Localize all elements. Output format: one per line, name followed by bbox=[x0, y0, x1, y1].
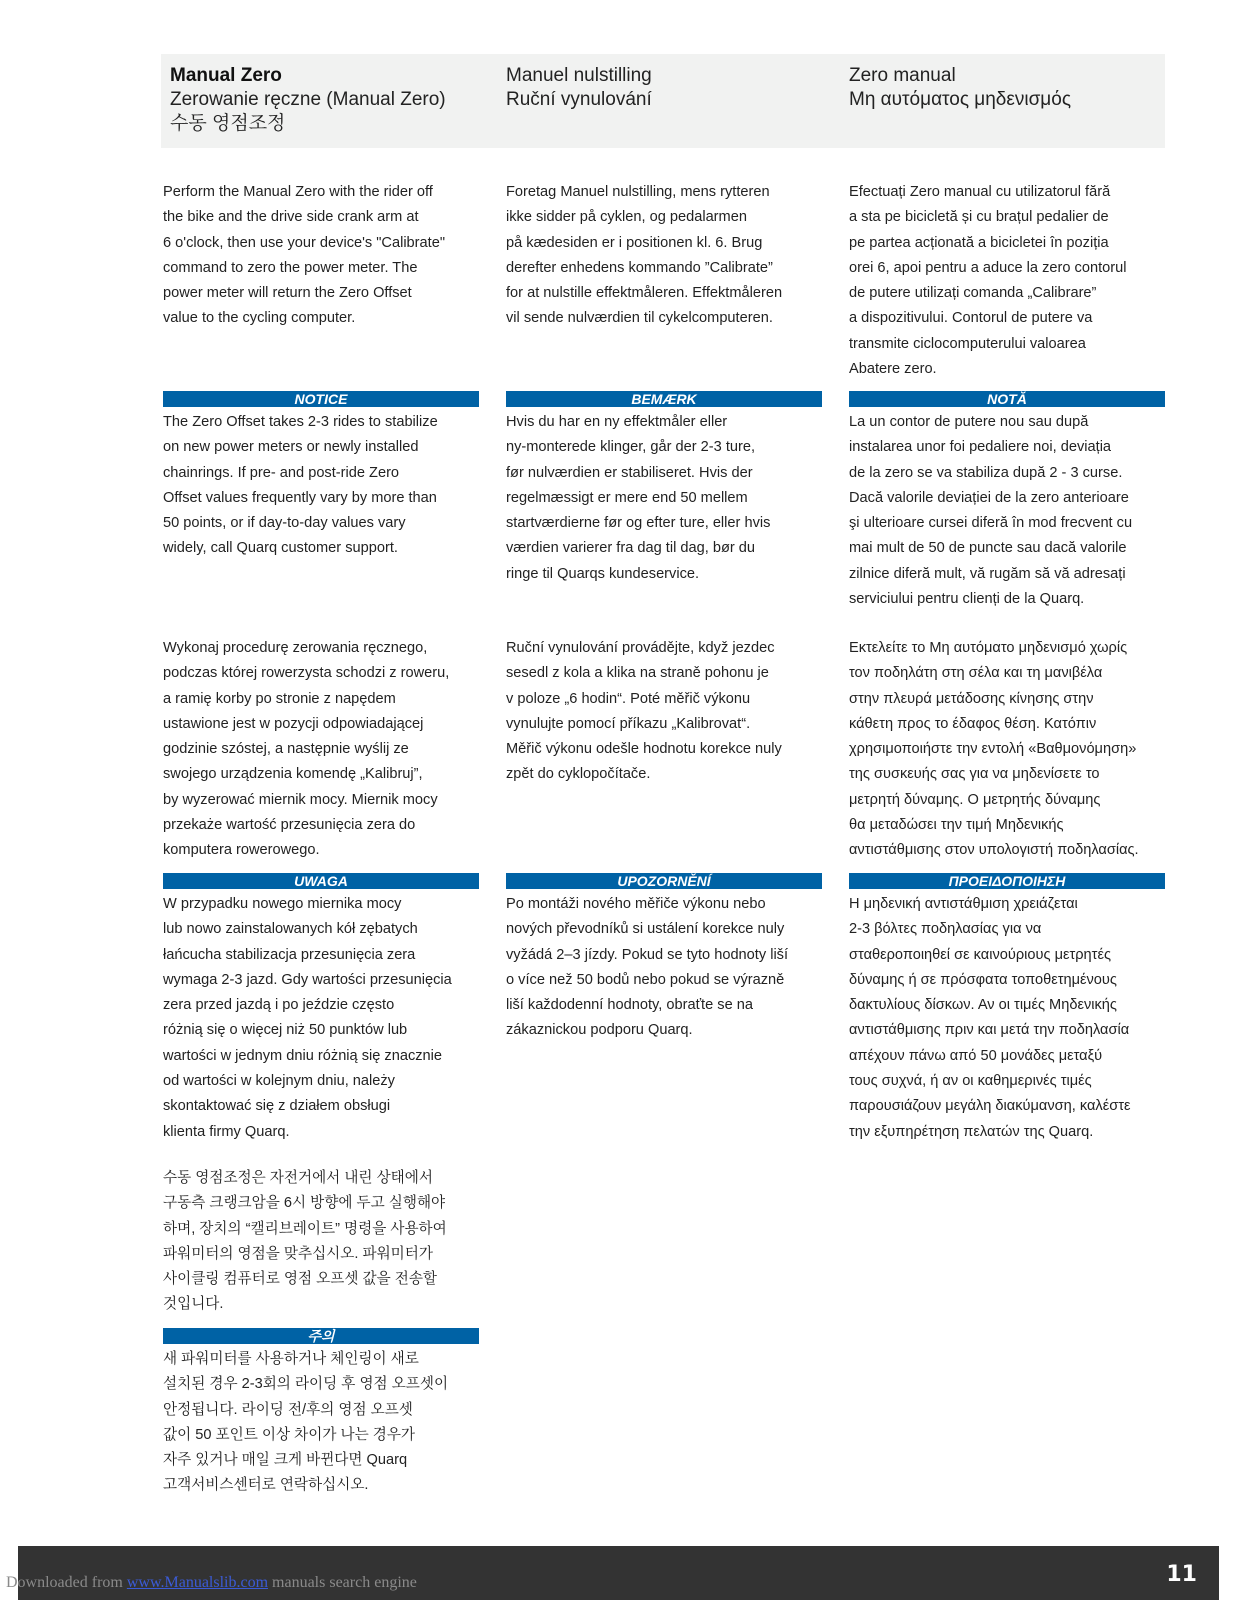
ro-notice-text: La un contor de putere nou sau după instalarea unor foi pedaliere noi, deviația de la zero se va stabiliza după 2 - 3 curse. Dacă valorile deviației de la zero anterioare şi ulterioare cursei diferă în mod frecvent cu mai mult de 50 de puncte sau dacă valorile zilnice diferă mult, vă rugăm să vă adresați serviciului pentru clienți de la Quarq. bbox=[849, 414, 1133, 608]
el-notice bbox=[849, 892, 1165, 1145]
en-notice bbox=[163, 410, 479, 562]
ko-notice bbox=[163, 1347, 479, 1499]
download-notice bbox=[6, 1574, 417, 1592]
da-body-text: Foretag Manuel nulstilling, mens rytteren ikke sidder på cyklen, og pedalarmen på kædesiden er i positionen kl. 6. Brug derefter enhedens kommando ”Calibrate” for at nulstille effektmåleren. Effektmåleren vil sende nulværdien til cykelcomputeren. bbox=[506, 184, 783, 327]
en-notice-text: The Zero Offset takes 2-3 rides to stabilize on new power meters or newly installed chainrings. If pre- and post-ride Zero Offset values frequently vary by more than 50 points, or if day-to-day values vary widely, call Quarq customer support. bbox=[163, 414, 438, 557]
header-title-ro: Zero manual bbox=[849, 65, 956, 86]
header-title-ko: 수동 영점조정 bbox=[170, 113, 286, 134]
section-header-band bbox=[161, 54, 1165, 148]
ko-notice-bar: 주의 bbox=[163, 1328, 479, 1344]
header-title-pl: Zerowanie ręczne (Manual Zero) bbox=[170, 89, 446, 110]
header-title-el: Μη αυτόματος μηδενισμός bbox=[849, 89, 1071, 110]
ro-notice-bar: NOTĂ bbox=[849, 391, 1165, 407]
en-body bbox=[163, 180, 479, 332]
cs-body-text: Ruční vynulování provádějte, když jezdec sesedl z kola a klika na straně pohonu je v poloze „6 hodin“. Poté měřič výkonu vynulujte pomocí příkazu „Kalibrovat“. Měřič výkonu odešle hodnotu korekce nuly zpět do cyklopočítače. bbox=[506, 640, 782, 783]
header-title-cs: Ruční vynulování bbox=[506, 89, 652, 110]
cs-notice bbox=[506, 892, 822, 1044]
cs-notice-text: Po montáži nového měřiče výkonu nebo nových převodníků si ustálení korekce nuly vyžádá 2–3 jízdy. Pokud se tyto hodnoty liší o více než 50 bodů nebo pokud se výrazně liší každodenní hodnoty, obraťte se na zákaznickou podporu Quarq. bbox=[506, 896, 789, 1039]
ko-body bbox=[163, 1166, 479, 1318]
header-col-1 bbox=[170, 64, 446, 136]
el-body bbox=[849, 636, 1165, 864]
pl-body bbox=[163, 636, 479, 864]
header-title-da: Manuel nulstilling bbox=[506, 65, 652, 86]
pl-notice bbox=[163, 892, 479, 1145]
page-number: 11 bbox=[1166, 1562, 1197, 1587]
da-notice-bar: BEMÆRK bbox=[506, 391, 822, 407]
cs-notice-bar: UPOZORNĚNÍ bbox=[506, 873, 822, 889]
download-prefix: Downloaded from bbox=[6, 1574, 127, 1591]
en-body-text: Perform the Manual Zero with the rider off the bike and the drive side crank arm at 6 o'clock, then use your device's "Calibrate" command to zero the power meter. The power meter will return the Zero Offset value to the cycling computer. bbox=[163, 184, 446, 327]
header-col-3 bbox=[849, 64, 1071, 112]
ko-body-text: 수동 영점조정은 자전거에서 내린 상태에서 구동측 크랭크암을 6시 방향에 두고 실행해야 하며, 장치의 “캘리브레이트” 명령을 사용하여 파워미터의 영점을 맞추십시오. 파워미터가 사이클링 컴퓨터로 영점 오프셋 값을 전송할 것입니다. bbox=[163, 1170, 447, 1313]
el-notice-bar: ΠΡΟΕΙΔΟΠΟΙΗΣΗ bbox=[849, 873, 1165, 889]
download-suffix: manuals search engine bbox=[268, 1574, 417, 1591]
ro-notice bbox=[849, 410, 1165, 612]
cs-body bbox=[506, 636, 822, 788]
el-notice-text: Η μηδενική αντιστάθμιση χρειάζεται 2-3 βόλτες ποδηλασίας για να σταθεροποιηθεί σε καινούριους μετρητές δύναμης ή σε πρόσφατα τοποθετημένους δακτυλίους δίσκων. Αν οι τιμές Μηδενικής αντιστάθμισης πριν και μετά την ποδηλασία απέχουν πάνω από 50 μονάδες μεταξύ τους συχνά, ή αν οι καθημερινές τιμές παρουσιάζουν μεγάλη διακύμανση, καλέστε την εξυπηρέτηση πελατών της Quarq. bbox=[849, 896, 1131, 1140]
ro-body bbox=[849, 180, 1165, 382]
el-body-text: Εκτελείτε το Μη αυτόματο μηδενισμό χωρίς τον ποδηλάτη στη σέλα και τη μανιβέλα στην πλευρά μετάδοσης κίνησης στην κάθετη προς το έδαφος θέση. Κατόπιν χρησιμοποιήστε την εντολή «Βαθμονόμηση» της συσκευής σας για να μηδενίσετε το μετρητή δύναμης. Ο μετρητής δύναμης θα μεταδώσει την τιμή Μηδενικής αντιστάθμισης στον υπολογιστή ποδηλασίας. bbox=[849, 640, 1139, 859]
da-notice bbox=[506, 410, 822, 587]
ro-body-text: Efectuați Zero manual cu utilizatorul fără a sta pe bicicletă și cu brațul pedalier de pe partea acționată a bicicletei în poziția orei 6, apoi pentru a aduce la zero contorul de putere utilizați comanda „Calibrare” a dispozitivului. Contorul de putere va transmite ciclocomputerului valoarea Abatere zero. bbox=[849, 184, 1127, 378]
header-title-en: Manual Zero bbox=[170, 65, 282, 86]
pl-body-text: Wykonaj procedurę zerowania ręcznego, podczas której rowerzysta schodzi z roweru, a ramię korby po stronie z napędem ustawione jest w pozycji odpowiadającej godzinie szóstej, a następnie wyślij ze swojego urządzenia komendę „Kalibruj”, by wyzerować miernik mocy. Miernik mocy przekaże wartość przesunięcia zera do komputera rowerowego. bbox=[163, 640, 450, 859]
da-body bbox=[506, 180, 822, 332]
pl-notice-text: W przypadku nowego miernika mocy lub nowo zainstalowanych kół zębatych łańcucha stabilizacja przesunięcia zera wymaga 2-3 jazd. Gdy wartości przesunięcia zera przed jazdą i po jeździe często różnią się o więcej niż 50 punktów lub wartości w jednym dniu różnią się znacznie od wartości w kolejnym dniu, należy skontaktować się z działem obsługi klienta firmy Quarq. bbox=[163, 896, 452, 1140]
ko-notice-text: 새 파워미터를 사용하거나 체인링이 새로 설치된 경우 2-3회의 라이딩 후 영점 오프셋이 안정됩니다. 라이딩 전/후의 영점 오프셋 값이 50 포인트 이상 차이가 나는 경우가 자주 있거나 매일 크게 바뀐다면 Quarq 고객서비스센터로 연락하십시오. bbox=[163, 1351, 449, 1494]
pl-notice-bar: UWAGA bbox=[163, 873, 479, 889]
en-notice-bar: NOTICE bbox=[163, 391, 479, 407]
manualslib-link[interactable]: www.Manualslib.com bbox=[126, 1574, 269, 1591]
header-col-2 bbox=[506, 64, 652, 112]
da-notice-text: Hvis du har en ny effektmåler eller ny-monterede klinger, går der 2-3 ture, før nulværdien er stabiliseret. Hvis der regelmæssigt er mere end 50 mellem startværdierne før og efter ture, eller hvis værdien varierer fra dag til dag, bør du ringe til Quarqs kundeservice. bbox=[506, 414, 771, 582]
